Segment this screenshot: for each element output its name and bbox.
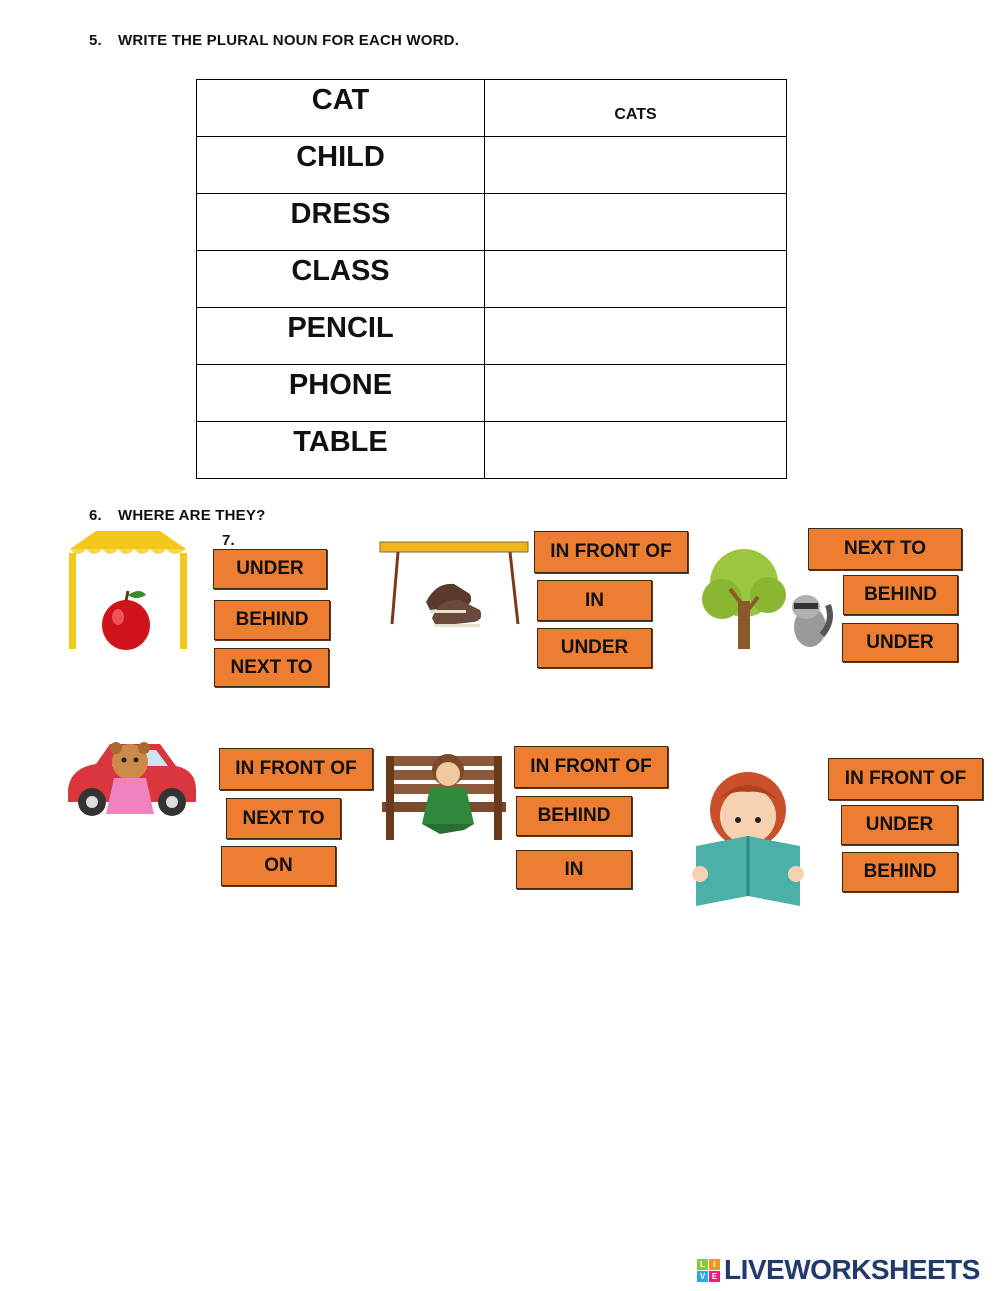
girl-behind-book-picture <box>692 770 804 908</box>
table-row <box>197 137 787 194</box>
section-5-heading <box>89 32 459 49</box>
apple-under-tent-picture <box>66 529 190 655</box>
option-button[interactable]: BEHIND <box>516 796 632 836</box>
answer-cell <box>485 137 787 194</box>
table-row <box>197 194 787 251</box>
option-button[interactable]: IN <box>516 850 632 889</box>
logo-letter: L <box>697 1259 708 1270</box>
stray-number-label: 7. <box>222 532 235 549</box>
option-button[interactable]: IN FRONT OF <box>514 746 668 788</box>
option-button[interactable]: IN FRONT OF <box>219 748 373 790</box>
section-6-number: 6. <box>89 507 102 524</box>
table-row <box>197 251 787 308</box>
option-button[interactable]: ON <box>221 846 336 886</box>
option-button[interactable]: UNDER <box>537 628 652 668</box>
answer-cell <box>485 308 787 365</box>
option-button[interactable]: IN FRONT OF <box>828 758 983 800</box>
answer-cell <box>485 251 787 308</box>
table-row <box>197 422 787 479</box>
word-cell: DRESS <box>197 194 485 251</box>
option-button[interactable]: UNDER <box>842 623 958 662</box>
option-button[interactable]: BEHIND <box>842 852 958 892</box>
answer-input[interactable] <box>485 308 786 364</box>
word-cell: CHILD <box>197 137 485 194</box>
word-cell: PHONE <box>197 365 485 422</box>
option-button[interactable]: IN FRONT OF <box>534 531 688 573</box>
option-button[interactable]: NEXT TO <box>214 648 329 687</box>
answer-cell <box>485 365 787 422</box>
word-cell: CLASS <box>197 251 485 308</box>
logo-letter: I <box>709 1259 720 1270</box>
option-button[interactable]: NEXT TO <box>808 528 962 570</box>
option-button[interactable]: UNDER <box>841 805 958 845</box>
answer-cell <box>485 422 787 479</box>
logo-blocks-icon <box>697 1259 720 1282</box>
table-row <box>197 80 787 137</box>
shoes-under-table-picture <box>378 540 530 630</box>
word-cell: PENCIL <box>197 308 485 365</box>
answer-cell <box>485 80 787 137</box>
option-button[interactable]: BEHIND <box>214 600 330 640</box>
bear-in-front-of-car-picture <box>64 738 200 822</box>
plural-noun-table <box>196 79 787 479</box>
liveworksheets-logo <box>697 1254 980 1286</box>
logo-letter: E <box>709 1271 720 1282</box>
option-button[interactable]: IN <box>537 580 652 621</box>
answer-cell <box>485 194 787 251</box>
section-6-heading <box>89 507 265 524</box>
option-button[interactable]: NEXT TO <box>226 798 341 839</box>
girl-in-front-of-bench-picture <box>382 748 508 842</box>
word-cell: CAT <box>197 80 485 137</box>
option-button[interactable]: BEHIND <box>843 575 958 615</box>
section-5-title: WRITE THE PLURAL NOUN FOR EACH WORD. <box>118 32 460 49</box>
table-row <box>197 308 787 365</box>
section-6-title: WHERE ARE THEY? <box>118 507 266 524</box>
word-cell: TABLE <box>197 422 485 479</box>
brand-name: LIVEWORKSHEETS <box>724 1254 980 1285</box>
answer-input[interactable] <box>485 194 786 250</box>
option-button[interactable]: UNDER <box>213 549 327 589</box>
table-row <box>197 365 787 422</box>
answer-input[interactable] <box>485 251 786 307</box>
answer-input[interactable] <box>485 137 786 193</box>
answer-input[interactable] <box>485 365 786 421</box>
answer-input[interactable] <box>485 80 786 136</box>
logo-letter: V <box>697 1271 708 1282</box>
answer-input[interactable] <box>485 422 786 478</box>
section-5-number: 5. <box>89 32 102 49</box>
